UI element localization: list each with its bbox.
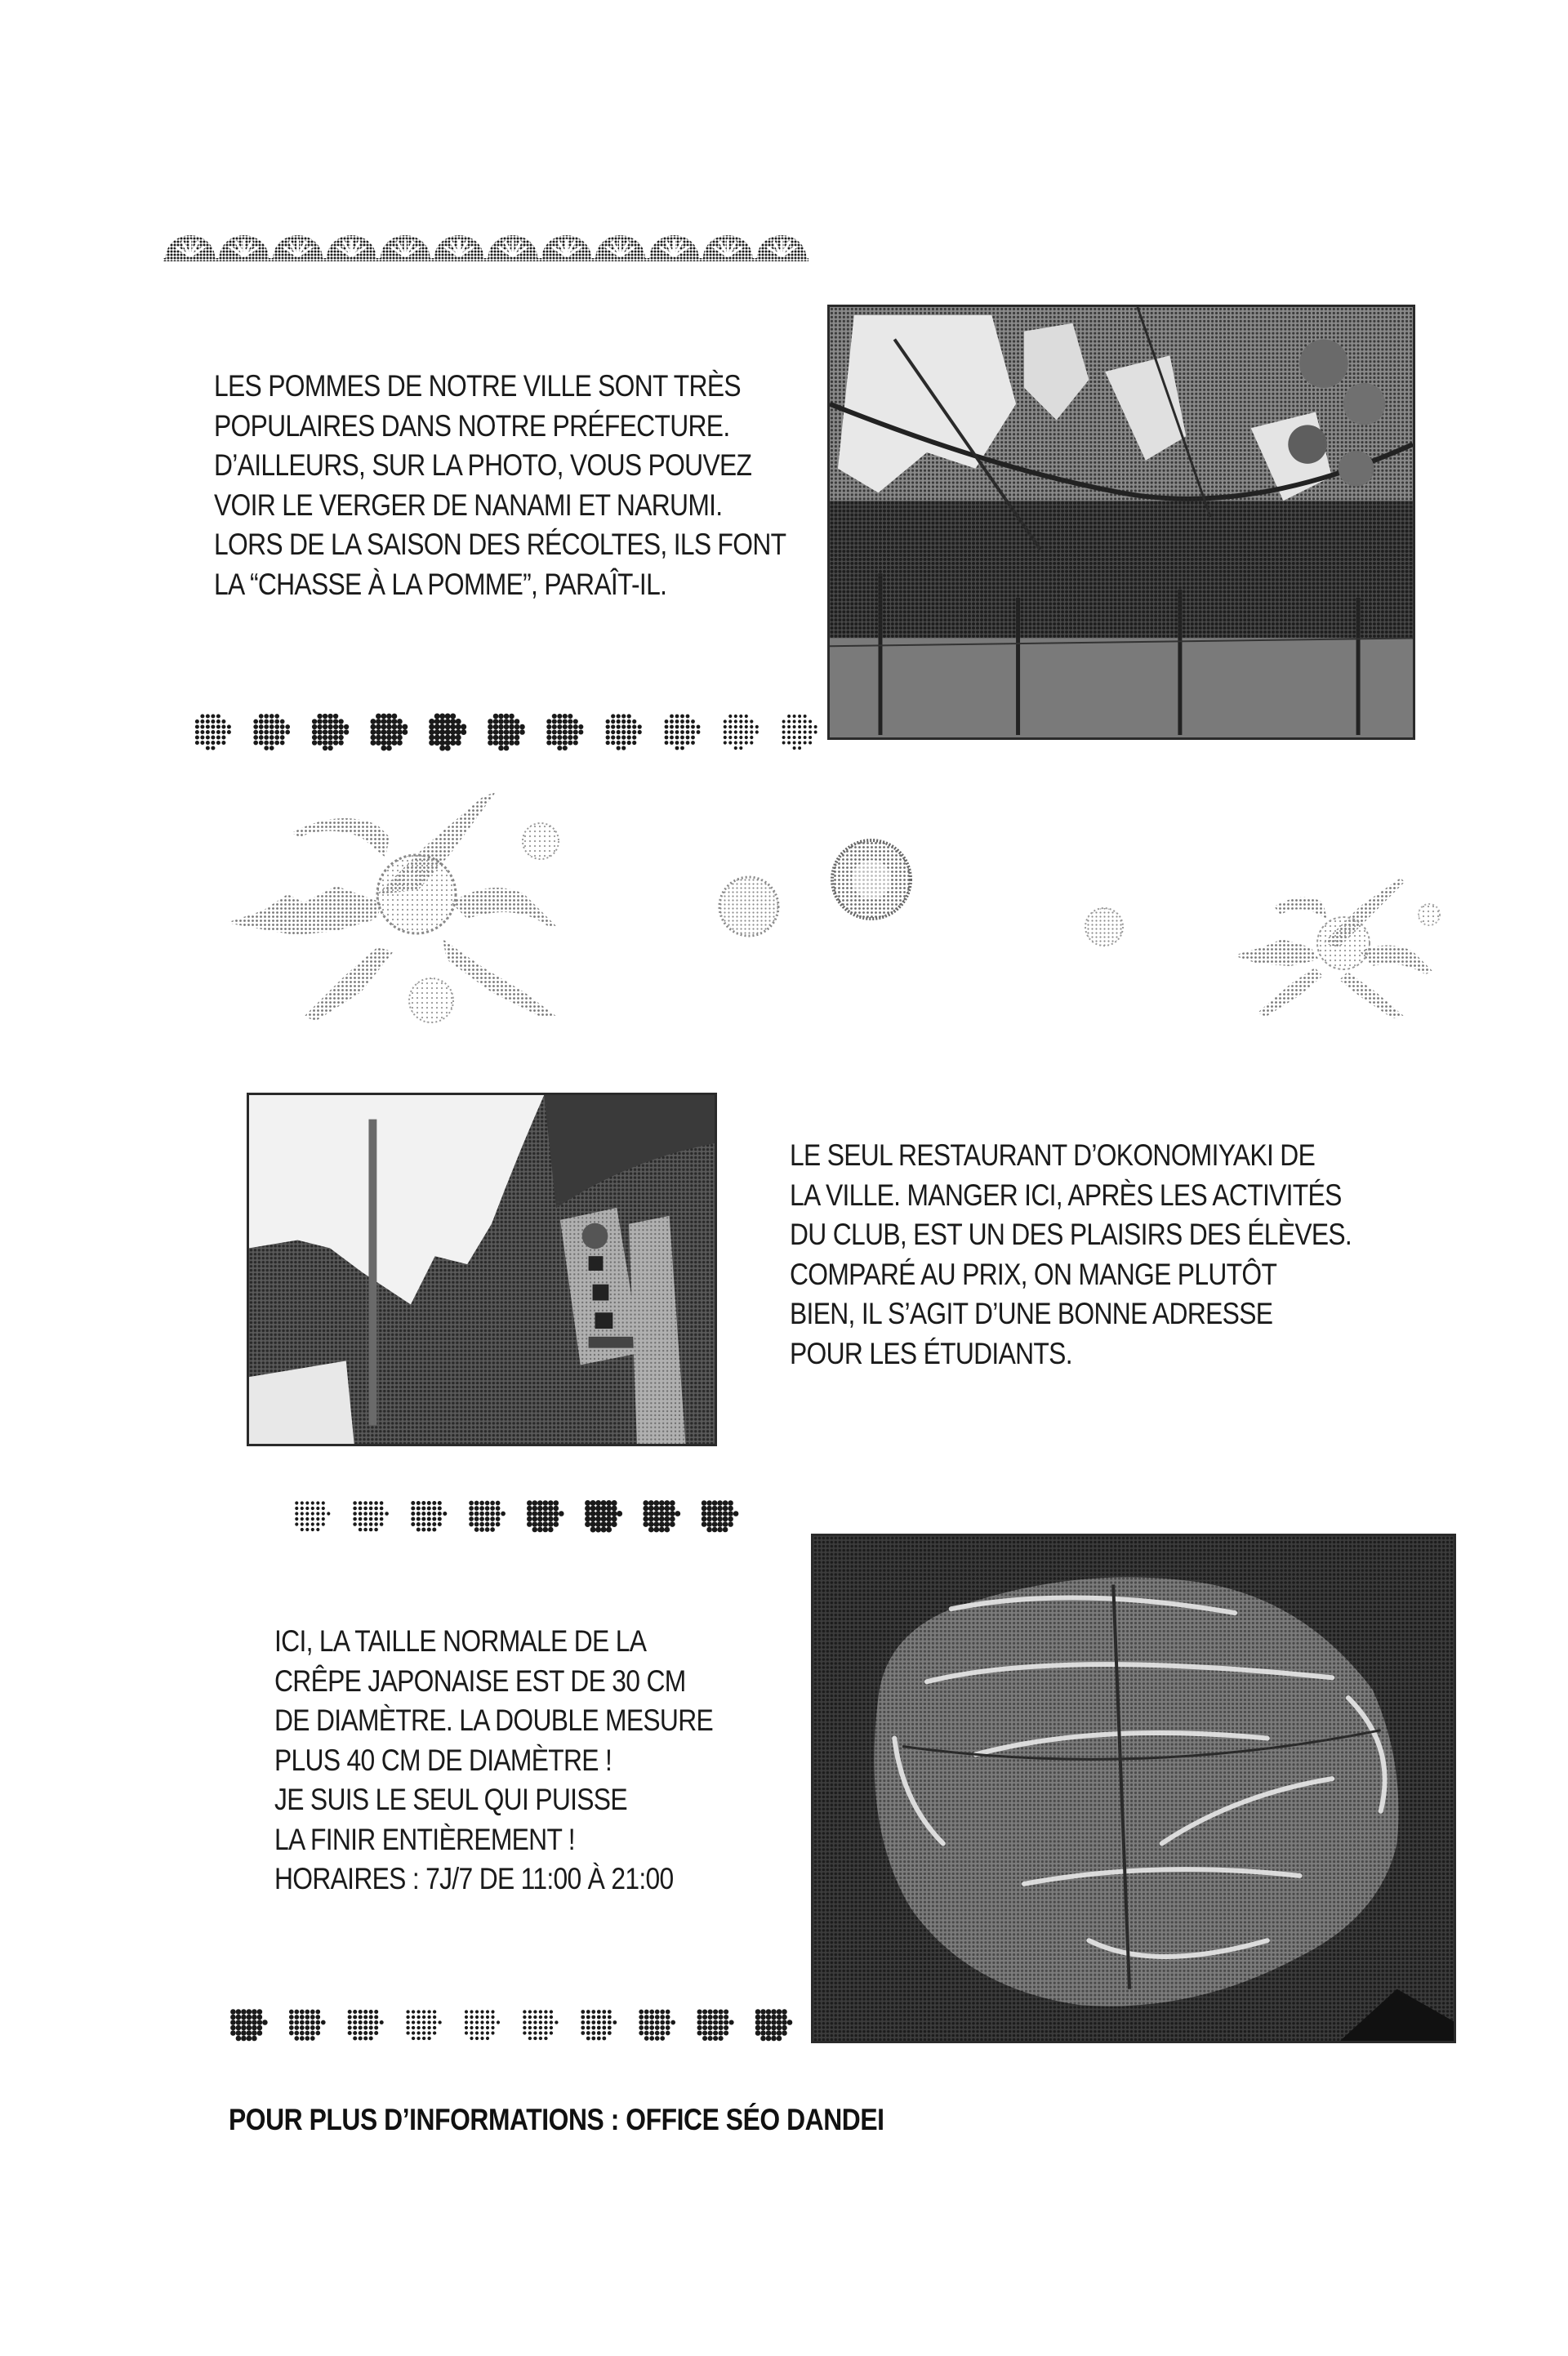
text-line: JE SUIS LE SEUL QUI PUISSE bbox=[274, 1783, 627, 1816]
fan-motif bbox=[595, 235, 645, 258]
halftone-dot-divider bbox=[217, 2003, 800, 2044]
text-line: ICI, LA TAILLE NORMALE DE LA bbox=[274, 1624, 647, 1658]
halftone-dot bbox=[527, 1500, 564, 1532]
halftone-dot bbox=[289, 2010, 326, 2041]
halftone-dot bbox=[546, 714, 583, 750]
halftone-dot bbox=[643, 1500, 680, 1532]
halftone-dot-divider bbox=[181, 707, 826, 753]
halftone-dot bbox=[406, 2010, 441, 2040]
restaurant-text-block bbox=[790, 1136, 1352, 1374]
crepe-text-block bbox=[274, 1622, 713, 1899]
fan-motif bbox=[434, 235, 484, 258]
text-line: VOIR LE VERGER DE NANAMI ET NARUMI. bbox=[214, 488, 723, 522]
halftone-dot bbox=[724, 715, 759, 750]
text-line: CRÊPE JAPONAISE EST DE 30 CM bbox=[274, 1663, 686, 1698]
halftone-dot bbox=[488, 714, 525, 751]
okonomiyaki-photo bbox=[811, 1534, 1456, 2043]
halftone-dot bbox=[230, 2009, 268, 2041]
border-baseline bbox=[163, 258, 808, 261]
opening-hours: HORAIRES : 7J/7 DE 11:00 À 21:00 bbox=[274, 1862, 674, 1895]
text-line: POPULAIRES DANS NOTRE PRÉFECTURE. bbox=[214, 408, 730, 443]
halftone-dot bbox=[348, 2010, 384, 2041]
halftone-dot bbox=[429, 714, 466, 751]
text-line: DE DIAMÈTRE. LA DOUBLE MESURE bbox=[274, 1704, 714, 1737]
halftone-dot bbox=[465, 2010, 500, 2040]
halftone-dot bbox=[411, 1501, 447, 1532]
halftone-dot bbox=[353, 1501, 389, 1531]
footer-info-text: POUR PLUS D’INFORMATIONS : OFFICE SÉO DANDEI bbox=[229, 2103, 884, 2136]
text-line: COMPARÉ AU PRIX, ON MANGE PLUTÔT bbox=[790, 1257, 1277, 1291]
halftone-dot bbox=[312, 714, 349, 750]
fan-motif bbox=[541, 235, 591, 258]
halftone-dot bbox=[702, 1500, 739, 1532]
halftone-dot bbox=[581, 2010, 617, 2040]
holly-ornament-icon bbox=[214, 780, 573, 1033]
text-line: PLUS 40 CM DE DIAMÈTRE ! bbox=[274, 1743, 612, 1777]
berries-ornament-icon bbox=[702, 829, 1143, 968]
orchard-photo bbox=[827, 305, 1415, 740]
halftone-dot-divider bbox=[281, 1494, 746, 1535]
halftone-dot bbox=[639, 2010, 675, 2041]
halftone-dot bbox=[523, 2010, 558, 2040]
text-line: BIEN, IL S’AGIT D’UNE BONNE ADRESSE bbox=[790, 1297, 1273, 1330]
halftone-dot bbox=[606, 714, 642, 750]
halftone-dot bbox=[697, 2009, 734, 2041]
halftone-dot bbox=[253, 714, 290, 750]
text-line: LA VILLE. MANGER ICI, APRÈS LES ACTIVITÉS bbox=[790, 1178, 1342, 1212]
text-line: D’AILLEURS, SUR LA PHOTO, VOUS POUVEZ bbox=[214, 448, 752, 482]
halftone-dot bbox=[755, 2009, 793, 2041]
text-line: LORS DE LA SAISON DES RÉCOLTES, ILS FONT bbox=[214, 528, 786, 561]
text-line: POUR LES ÉTUDIANTS. bbox=[790, 1336, 1072, 1370]
halftone-dot bbox=[585, 1500, 622, 1533]
text-line: LE SEUL RESTAURANT D’OKONOMIYAKI DE bbox=[790, 1138, 1316, 1172]
fan-motif bbox=[273, 235, 323, 258]
fan-motif bbox=[327, 235, 376, 258]
fan-motif bbox=[166, 235, 216, 258]
halftone-dot bbox=[195, 714, 231, 750]
holly-ornament-icon bbox=[1225, 870, 1446, 1025]
fan-motif bbox=[488, 235, 538, 258]
fan-motif bbox=[649, 235, 699, 258]
restaurant-photo bbox=[247, 1093, 717, 1446]
text-line: LA “CHASSE À LA POMME”, PARAÎT-IL. bbox=[214, 567, 667, 601]
halftone-dot bbox=[665, 715, 701, 750]
text-line: DU CLUB, EST UN DES PLAISIRS DES ÉLÈVES. bbox=[790, 1218, 1352, 1251]
halftone-dot bbox=[782, 715, 817, 750]
apples-text-block bbox=[214, 367, 786, 604]
text-line: LES POMMES DE NOTRE VILLE SONT TRÈS bbox=[214, 369, 741, 403]
halftone-dot bbox=[469, 1501, 506, 1532]
fan-motif bbox=[757, 235, 807, 258]
halftone-dot bbox=[371, 714, 408, 751]
fan-motif bbox=[219, 235, 269, 258]
decorative-fan-border bbox=[163, 227, 808, 265]
fan-motif bbox=[703, 235, 753, 258]
fan-motif bbox=[381, 235, 430, 258]
halftone-dot bbox=[295, 1501, 330, 1531]
text-line: LA FINIR ENTIÈREMENT ! bbox=[274, 1822, 575, 1856]
